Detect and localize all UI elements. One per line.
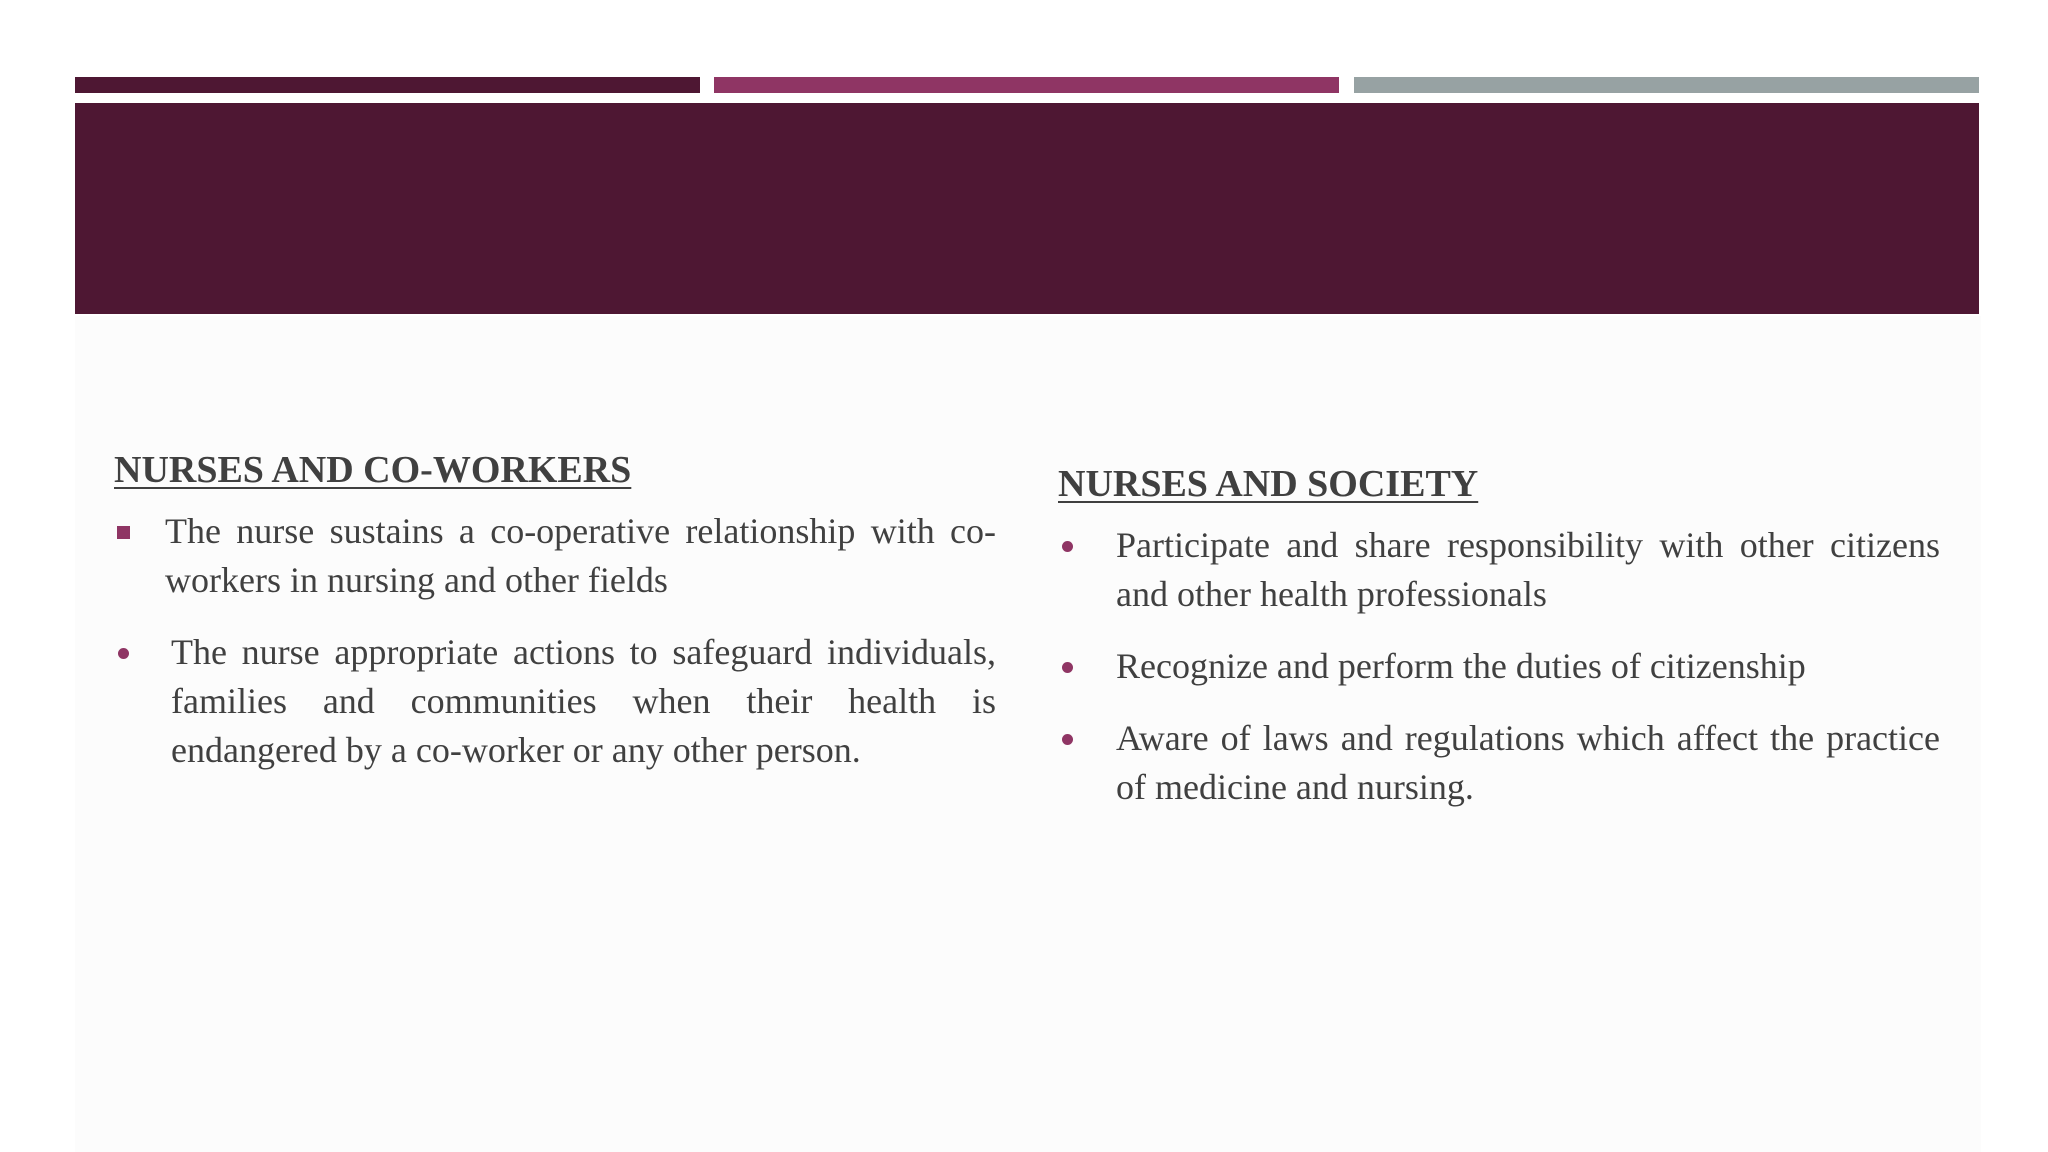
round-bullet-icon (1062, 662, 1073, 673)
accent-bar-gray (1354, 77, 1979, 93)
accent-bar-magenta (714, 77, 1339, 93)
bullet-text: Aware of laws and regulations which affect the practice of medicine and nursing. (1116, 718, 1940, 807)
title-band (75, 103, 1979, 314)
square-bullet-icon (117, 526, 130, 539)
round-bullet-icon (1062, 541, 1073, 552)
accent-bar-plum (75, 77, 700, 93)
bullet-item (114, 507, 996, 605)
right-column (1058, 462, 1940, 835)
left-column-heading: NURSES AND CO-WORKERS (114, 449, 632, 491)
bullet-text: The nurse sustains a co-operative relationship with co-workers in nursing and other fields (165, 511, 996, 600)
bullet-item (1058, 642, 1940, 691)
bullet-item (114, 628, 996, 775)
left-column (114, 448, 996, 798)
round-bullet-icon (118, 648, 129, 659)
bullet-item (1058, 521, 1940, 619)
right-column-heading: NURSES AND SOCIETY (1058, 463, 1479, 505)
bullet-text: Participate and share responsibility with other citizens and other health professionals (1116, 525, 1940, 614)
round-bullet-icon (1062, 734, 1073, 745)
bullet-text: The nurse appropriate actions to safeguard individuals, families and communities when their health is endangered by a co-worker or any other person. (171, 632, 996, 770)
bullet-text: Recognize and perform the duties of citizenship (1116, 646, 1806, 686)
bullet-item (1058, 714, 1940, 812)
